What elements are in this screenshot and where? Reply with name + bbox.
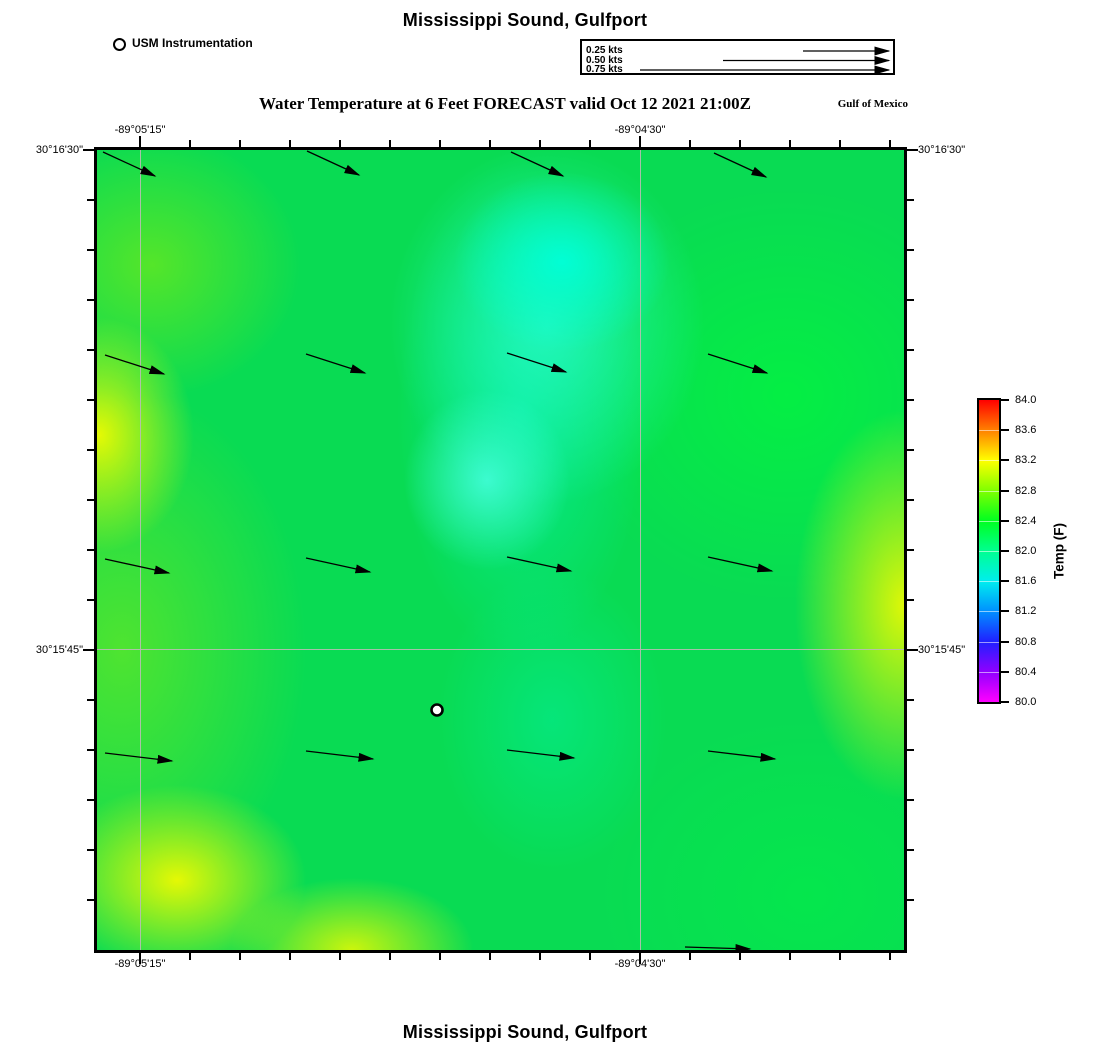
colorbar-tick (1001, 429, 1009, 431)
colorbar-tick-label: 80.4 (1015, 665, 1037, 678)
x-axis-tick-top (339, 140, 341, 147)
current-vector-arrow (507, 557, 571, 571)
colorbar-tick (1001, 399, 1009, 401)
region-label: Gulf of Mexico (837, 98, 908, 110)
current-vector-arrow (103, 152, 155, 176)
y-axis-tick-right (907, 899, 914, 901)
colorbar-tick-label: 82.4 (1015, 514, 1037, 527)
x-axis-tick-top (139, 136, 141, 147)
x-axis-tick-top (539, 140, 541, 147)
map-clip-area (97, 150, 904, 950)
colorbar (977, 394, 1067, 708)
colorbar-tick (1001, 701, 1009, 703)
x-axis-tick-top (239, 140, 241, 147)
colorbar-tick-label: 82.8 (1015, 484, 1037, 497)
y-axis-tick-right (907, 799, 914, 801)
y-axis-tick-left (87, 449, 94, 451)
current-vector-arrow (708, 557, 772, 571)
figure-title-top: Mississippi Sound, Gulfport (402, 10, 648, 30)
x-axis-tick-bottom (889, 953, 891, 960)
y-axis-tick-left (87, 799, 94, 801)
current-vector-arrow (511, 152, 563, 176)
x-axis-tick-bottom (789, 953, 791, 960)
x-axis-tick-bottom (539, 953, 541, 960)
colorbar-gridline (979, 491, 999, 492)
lon-tick-label-top: -89°04'30" (614, 124, 666, 136)
x-axis-tick-bottom (389, 953, 391, 960)
x-axis-tick-bottom (189, 953, 191, 960)
current-vector-arrow (685, 947, 750, 949)
lon-tick-label-top: -89°05'15" (114, 124, 166, 136)
x-axis-tick-top (589, 140, 591, 147)
x-axis-tick-bottom (439, 953, 441, 960)
colorbar-gridline (979, 551, 999, 552)
x-axis-tick-bottom (339, 953, 341, 960)
colorbar-tick (1001, 641, 1009, 643)
speed-scale-label-050: 0.50 kts (586, 54, 623, 66)
y-axis-tick-left (87, 199, 94, 201)
y-axis-tick-left (87, 349, 94, 351)
x-axis-tick-top (439, 140, 441, 147)
y-axis-tick-right (907, 649, 918, 651)
y-axis-tick-left (87, 899, 94, 901)
usm-station-marker (432, 705, 443, 716)
x-axis-tick-bottom (839, 953, 841, 960)
y-axis-tick-left (87, 749, 94, 751)
x-axis-tick-bottom (489, 953, 491, 960)
colorbar-tick-label: 83.2 (1015, 454, 1037, 467)
x-axis-tick-top (839, 140, 841, 147)
current-vector-arrow (507, 750, 574, 758)
colorbar-tick (1001, 610, 1009, 612)
station-circle-icon (113, 38, 126, 51)
current-vector-arrow (507, 353, 566, 372)
y-axis-tick-right (907, 599, 914, 601)
current-vector-arrow (306, 751, 373, 759)
lat-tick-label-right: 30°15'45" (918, 644, 966, 656)
lat-tick-label-right: 30°16'30" (918, 144, 966, 156)
y-axis-tick-left (87, 599, 94, 601)
y-axis-tick-right (907, 249, 914, 251)
current-vector-arrow (105, 753, 172, 761)
x-axis-tick-top (689, 140, 691, 147)
colorbar-gridline (979, 430, 999, 431)
y-axis-tick-right (907, 449, 914, 451)
y-axis-tick-left (87, 549, 94, 551)
lon-tick-label-bottom: -89°04'30" (614, 958, 666, 970)
colorbar-tick-label: 80.8 (1015, 635, 1037, 648)
y-axis-tick-left (87, 849, 94, 851)
x-axis-tick-bottom (739, 953, 741, 960)
speed-scale-label-025: 0.25 kts (586, 45, 623, 56)
colorbar-tick-label: 83.6 (1015, 424, 1037, 437)
colorbar-tick-label: 84.0 (1015, 394, 1037, 406)
map-plot (35, 124, 966, 970)
speed-scale-label-075: 0.75 kts (586, 64, 623, 75)
lon-tick-label-bottom: -89°05'15" (114, 958, 166, 970)
colorbar-tick (1001, 459, 1009, 461)
current-vector-arrow (306, 558, 370, 572)
y-axis-tick-left (83, 649, 94, 651)
colorbar-tick-label: 82.0 (1015, 545, 1037, 557)
colorbar-tick-label: 81.6 (1015, 575, 1037, 588)
y-axis-tick-right (907, 349, 914, 351)
colorbar-tick (1001, 520, 1009, 522)
colorbar-gridline (979, 642, 999, 643)
colorbar-tick (1001, 671, 1009, 673)
current-vector-arrow (708, 354, 767, 373)
colorbar-tick-label: 81.2 (1015, 605, 1037, 618)
lat-tick-label-left: 30°16'30" (35, 144, 83, 156)
speed-scale-arrows (582, 41, 893, 73)
x-axis-tick-top (889, 140, 891, 147)
y-axis-tick-right (907, 149, 918, 151)
figure-subtitle: Water Temperature at 6 Feet FORECAST valid Oct 12 2021 21:00Z (258, 94, 752, 113)
x-axis-tick-bottom (289, 953, 291, 960)
colorbar-title: Temp (F) (1051, 523, 1067, 579)
y-axis-tick-right (907, 749, 914, 751)
current-vector-arrow (307, 151, 359, 175)
y-axis-tick-right (907, 499, 914, 501)
y-axis-tick-right (907, 549, 914, 551)
y-axis-tick-right (907, 399, 914, 401)
y-axis-tick-left (87, 249, 94, 251)
colorbar-tick (1001, 490, 1009, 492)
colorbar-gridline (979, 581, 999, 582)
y-axis-tick-right (907, 849, 914, 851)
lat-tick-label-left: 30°15'45" (35, 644, 83, 656)
y-axis-tick-left (87, 499, 94, 501)
colorbar-gridline (979, 460, 999, 461)
x-axis-tick-top (789, 140, 791, 147)
x-axis-tick-top (389, 140, 391, 147)
x-axis-tick-top (639, 136, 641, 147)
current-vector-arrow (105, 355, 164, 374)
x-axis-tick-bottom (239, 953, 241, 960)
y-axis-tick-left (87, 399, 94, 401)
x-axis-tick-bottom (689, 953, 691, 960)
y-axis-tick-left (83, 149, 94, 151)
colorbar-gridline (979, 521, 999, 522)
x-axis-tick-top (289, 140, 291, 147)
y-axis-tick-right (907, 299, 914, 301)
map-overlay (97, 150, 904, 950)
colorbar-tick-label: 80.0 (1015, 696, 1037, 708)
x-axis-tick-top (189, 140, 191, 147)
x-axis-tick-top (739, 140, 741, 147)
colorbar-gridline (979, 672, 999, 673)
x-axis-tick-top (489, 140, 491, 147)
speed-scale-legend (580, 39, 895, 75)
figure-title-bottom: Mississippi Sound, Gulfport (402, 1022, 648, 1042)
y-axis-tick-left (87, 299, 94, 301)
instrument-legend-label: USM Instrumentation (132, 36, 253, 50)
y-axis-tick-right (907, 199, 914, 201)
colorbar-gridline (979, 611, 999, 612)
colorbar-tick (1001, 550, 1009, 552)
current-vector-arrow (105, 559, 169, 573)
current-vector-arrow (306, 354, 365, 373)
colorbar-tick (1001, 580, 1009, 582)
current-vector-arrow (714, 153, 766, 177)
y-axis-tick-left (87, 699, 94, 701)
x-axis-tick-bottom (589, 953, 591, 960)
y-axis-tick-right (907, 699, 914, 701)
current-vector-arrow (708, 751, 775, 759)
